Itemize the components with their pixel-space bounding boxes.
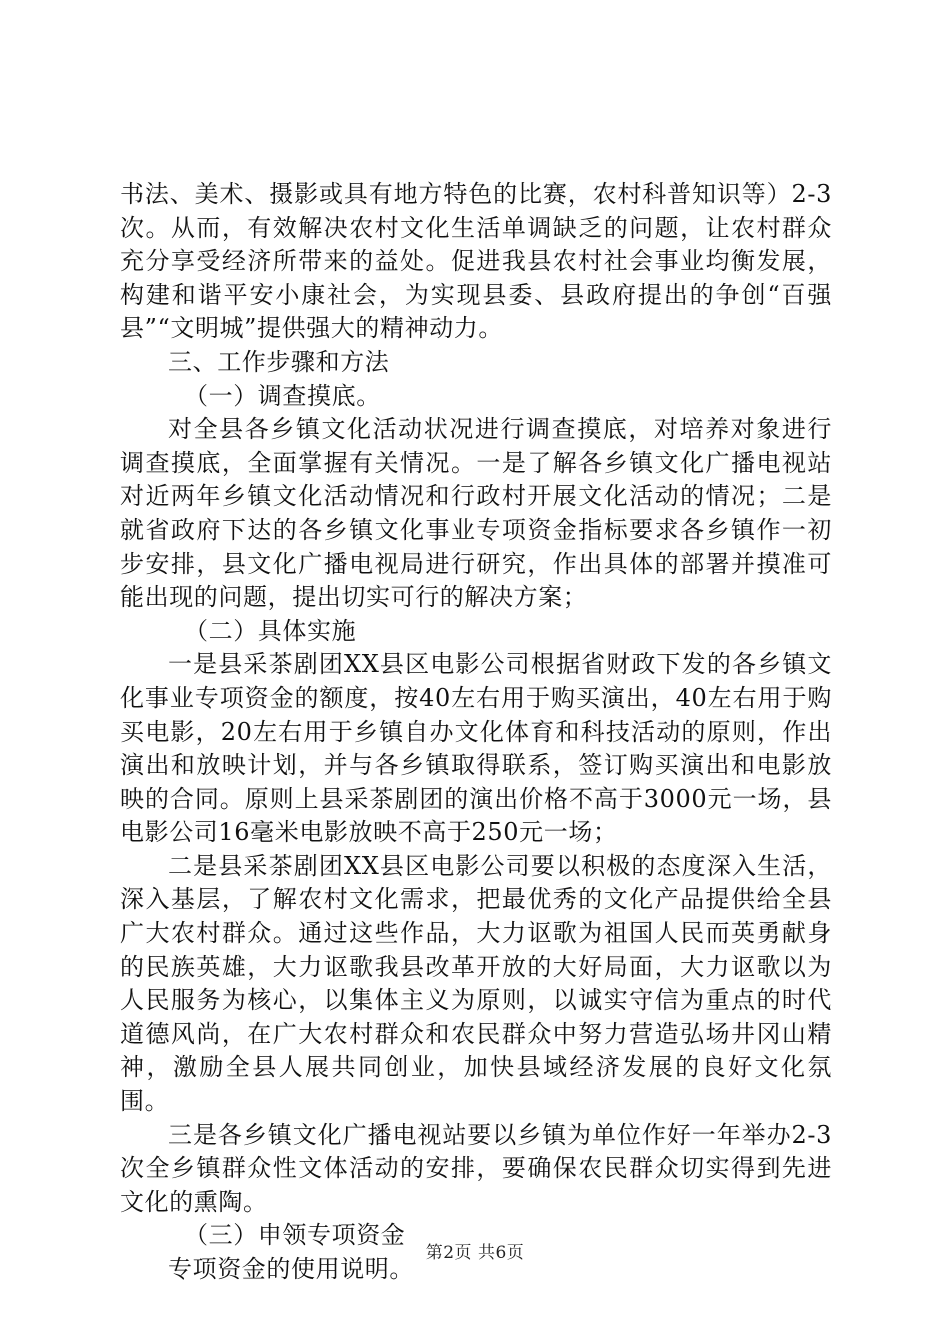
subheading-survey: （一）调查摸底。 [184, 381, 381, 410]
paragraph-implementation-2: 二是县采茶剧团XX县区电影公司要以积极的态度深入生活，深入基层，了解农村文化需求，把最优秀的文化产品提供给全县广大农村群众。通过这些作品，大力讴歌为祖国人民而英勇献身的民族英雄，大力讴歌我县改革开放的大好局面，大力讴歌以为人民服务为核心，以集体主义为原则，以诚实守信为重点的时代道德风尚，在广大农村群众和农民群众中努力营造弘场井冈山精神，激励全县人展共同创业，加快县域经济发展的良好文化氛围。 [120, 851, 832, 1116]
document-body [120, 178, 832, 1287]
paragraph-survey: 对全县各乡镇文化活动状况进行调查摸底，对培养对象进行调查摸底，全面掌握有关情况。一是了解各乡镇文化广播电视站对近两年乡镇文化活动情况和行政村开展文化活动的情况；二是就省政府下达的各乡镇文化事业专项资金指标要求各乡镇作一初步安排，县文化广播电视局进行研究，作出具体的部署并摸准可能出现的问题，提出切实可行的解决方案； [120, 415, 832, 612]
section-heading-work-steps: 三、工作步骤和方法 [168, 347, 390, 376]
page-number: 第2页 共6页 [425, 1243, 525, 1263]
paragraph-funds-note: 专项资金的使用说明。 [168, 1255, 414, 1283]
paragraph-continuation: 书法、美术、摄影或具有地方特色的比赛，农村科普知识等）2-3次。从而，有效解决农村文化生活单调缺乏的问题，让农村群众充分享受经济所带来的益处。促进我县农村社会事业均衡发展，构建和谐平安小康社会，为实现县委、县政府提出的争创“百强县”“文明城”提供强大的精神动力。 [120, 180, 832, 343]
paragraph-implementation-3: 三是各乡镇文化广播电视站要以乡镇为单位作好一年举办2-3次全乡镇群众性文体活动的安排，要确保农民群众切实得到先进文化的熏陶。 [120, 1120, 832, 1216]
paragraph-implementation-1: 一是县采茶剧团XX县区电影公司根据省财政下发的各乡镇文化事业专项资金的额度，按40左右用于购买演出，40左右用于购买电影，20左右用于乡镇自办文化体育和科技活动的原则，作出演出和放映计划，并与各乡镇取得联系，签订购买演出和电影放映的合同。原则上县采茶剧团的演出价格不高于3000元一场，县电影公司16毫米电影放映不高于250元一场； [120, 650, 832, 847]
subheading-special-funds: （三）申领专项资金 [184, 1221, 406, 1250]
subheading-implementation: （二）具体实施 [184, 616, 357, 645]
